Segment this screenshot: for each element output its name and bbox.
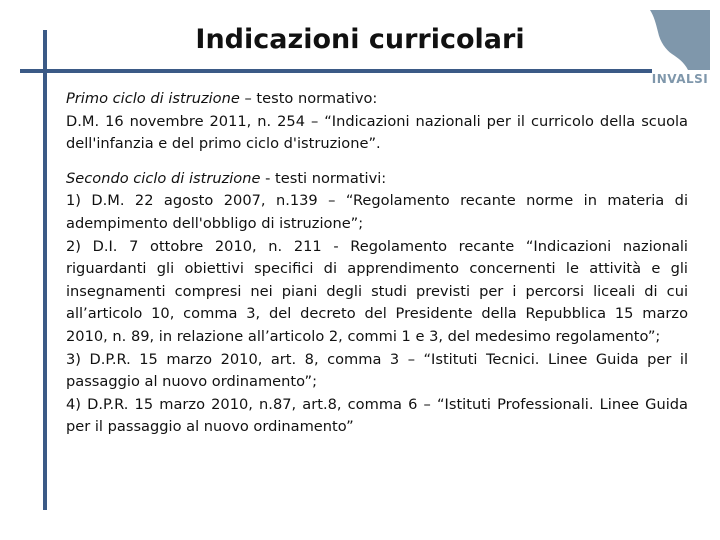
- primo-heading: [66, 88, 688, 111]
- primo-heading-rest: – testo normativo:: [239, 90, 378, 107]
- secondo-item-1: 1) D.M. 22 agosto 2007, n.139 – “Regolamento recante norme in materia di adempimento dell'obbligo di istruzione”;: [66, 192, 688, 232]
- secondo-item-2: 2) D.I. 7 ottobre 2010, n. 211 - Regolamento recante “Indicazioni nazionali riguardanti gli obiettivi specifici di apprendimento concernenti le attività e gli insegnamenti compresi nei piani degli studi previsti per i percorsi liceali di cui all’articolo 10, comma 3, del decreto del Presidente della Repubblica 15 marzo 2010, n. 89, in relazione all’articolo 2, commi 1 e 3, del medesimo regolamento”;: [66, 237, 688, 345]
- vertical-accent-bar: [43, 30, 47, 510]
- secondo-heading: [66, 168, 688, 191]
- horizontal-accent-bar: [20, 69, 652, 73]
- secondo-heading-rest: - testi normativi:: [260, 169, 387, 187]
- slide-content: [66, 88, 688, 439]
- primo-text: D.M. 16 novembre 2011, n. 254 – “Indicazioni nazionali per il curricolo della scuola dell'infanzia e del primo ciclo d'istruzione”.: [66, 112, 688, 153]
- slide-title: Indicazioni curricolari: [195, 24, 525, 55]
- secondo-item-3: 3) D.P.R. 15 marzo 2010, art. 8, comma 3 – “Istituti Tecnici. Linee Guida per il passaggio al nuovo ordinamento”;: [66, 350, 688, 391]
- logo-text: INVALSI: [651, 72, 709, 86]
- section-gap: [66, 156, 688, 168]
- secondo-item-4: 4) D.P.R. 15 marzo 2010, n.87, art.8, comma 6 – “Istituti Professionali. Linee Guida per il passaggio al nuovo ordinamento”: [66, 395, 688, 436]
- secondo-heading-italic: Secondo ciclo di istruzione: [66, 169, 261, 187]
- primo-heading-italic: Primo ciclo di istruzione: [66, 90, 240, 107]
